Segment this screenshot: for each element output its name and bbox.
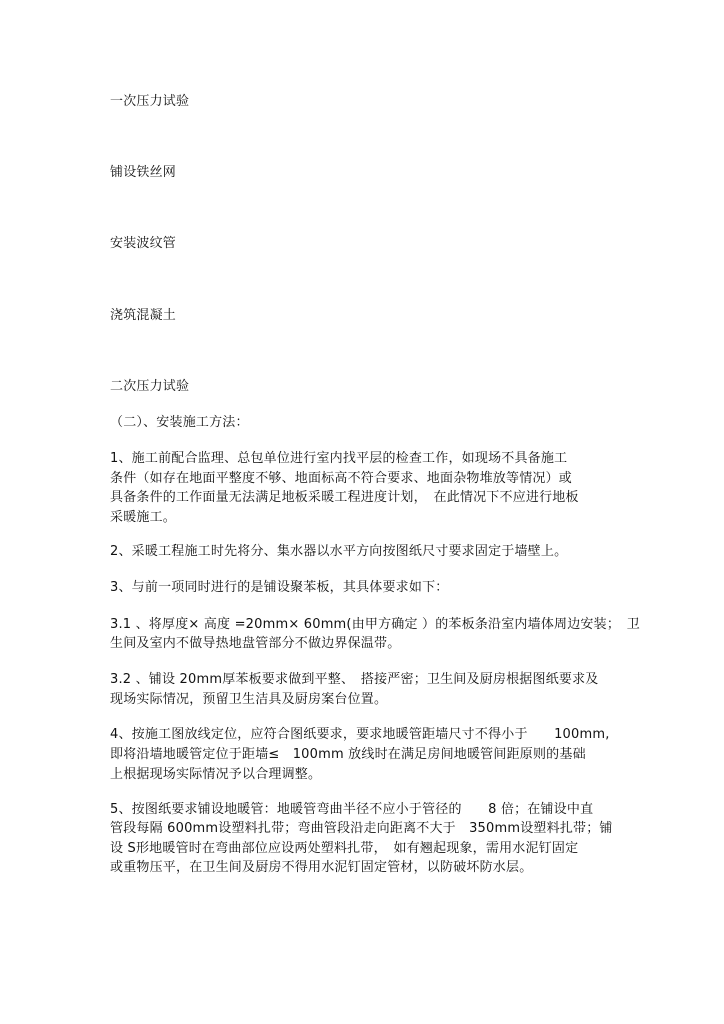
paragraph-1-line: 采暖施工。 bbox=[110, 510, 177, 525]
paragraph-3-1-line: 3.1 、将厚度× 高度 =20mm× 60mm(由甲方确定 ）的苯板条沿室内墙体周边安装； 卫 bbox=[110, 617, 640, 632]
paragraph-4-line: 即将沿墙地暖管定位于距墙≤ 100mm 放线时在满足房间地暖管间距原则的基础 bbox=[110, 747, 586, 762]
paragraph-5-line: 管段每隔 600mm设塑料扎带；弯曲管段沿走向距离不大于 350mm设塑料扎带；铺 bbox=[110, 821, 613, 836]
paragraph-3-1-line: 生间及室内不做导热地盘管部分不做边界保温带。 bbox=[110, 636, 401, 651]
section-heading: （二）、安装施工方法： bbox=[110, 415, 249, 430]
paragraph-5-line: 5、按图纸要求铺设地暖管：地暖管弯曲半径不应小于管径的 8 倍；在铺设中直 bbox=[110, 802, 594, 817]
paragraph-4-line: 上根据现场实际情况予以合理调整。 bbox=[110, 767, 322, 782]
flow-step-lay-wire-mesh: 铺设铁丝网 bbox=[110, 165, 177, 180]
paragraph-4-line: 4、按施工图放线定位，应符合图纸要求，要求地暖管距墙尺寸不得小于 100mm, bbox=[110, 727, 610, 742]
paragraph-3-2-line: 现场实际情况，预留卫生洁具及厨房案台位置。 bbox=[110, 692, 388, 707]
paragraph-1-line: 条件（如存在地面平整度不够、地面标高不符合要求、地面杂物堆放等情况）或 bbox=[110, 471, 573, 486]
paragraph-5-line: 或重物压平，在卫生间及厨房不得用水泥钉固定管材，以防破坏防水层。 bbox=[110, 860, 533, 875]
flow-step-pour-concrete: 浇筑混凝土 bbox=[110, 308, 177, 323]
paragraph-3-line: 3、与前一项同时进行的是铺设聚苯板，其具体要求如下： bbox=[110, 580, 449, 595]
paragraph-1-line: 具备条件的工作面量无法满足地板采暖工程进度计划， 在此情况下不应进行地板 bbox=[110, 490, 579, 505]
flow-step-first-pressure-test: 一次压力试验 bbox=[110, 94, 190, 109]
paragraph-5-line: 设 S形地暖管时在弯曲部位应设两处塑料扎带， 如有翘起现象，需用水泥钉固定 bbox=[110, 841, 579, 856]
paragraph-2-line: 2、采暖工程施工时先将分、集水器以水平方向按图纸尺寸要求固定于墙壁上。 bbox=[110, 544, 568, 559]
flow-step-install-corrugated-pipe: 安装波纹管 bbox=[110, 236, 177, 251]
flow-step-second-pressure-test: 二次压力试验 bbox=[110, 379, 190, 394]
paragraph-1-line: 1、施工前配合监理、总包单位进行室内找平层的检查工作，如现场不具备施工 bbox=[110, 451, 568, 466]
paragraph-3-2-line: 3.2 、铺设 20mm厚苯板要求做到平整、 搭接严密；卫生间及厨房根据图纸要求及 bbox=[110, 672, 599, 687]
